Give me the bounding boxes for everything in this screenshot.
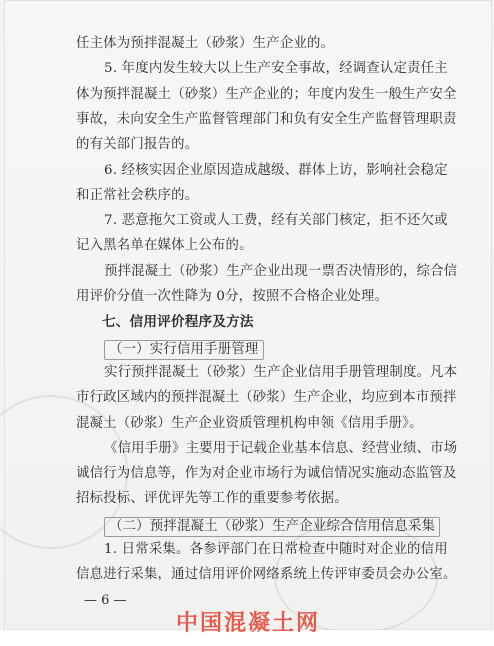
line-9: 记入黑名单在媒体上公布的。 xyxy=(76,238,253,253)
line-2: 5. 年度内发生较大以上生产安全事故，经调查认定责任主 xyxy=(104,61,448,76)
page-number: — 6 — xyxy=(84,593,127,608)
line-6: 6. 经核实因企业原因造成越级、群体上访，影响社会稳定 xyxy=(104,163,448,178)
subsection-heading-1: （一）实行信用手册管理 xyxy=(104,340,264,360)
line-11: 用评价分值一次性降为 0分，按照不合格企业处理。 xyxy=(76,289,389,304)
line-7: 和正常社会秩序的。 xyxy=(76,188,199,203)
line-3: 体为预拌混凝土（砂浆）生产企业的；年度内发生一般生产安全 xyxy=(76,87,457,102)
line-19: 招标投标、评优评先等工作的重要参考依据。 xyxy=(76,491,348,506)
line-18: 诚信行为信息等，作为对企业市场行为诚信情况实施动态监管及 xyxy=(76,466,457,481)
line-10: 预拌混凝土（砂浆）生产企业出现一票否决情形的，综合信 xyxy=(104,264,458,279)
line-15: 市行政区域内的预拌混凝土（砂浆）生产企业，均应到本市预拌 xyxy=(76,390,457,405)
line-1: 任主体为预拌混凝土（砂浆）生产企业的。 xyxy=(76,36,335,51)
site-watermark-logo: 中国混凝土网 xyxy=(176,611,321,636)
line-14: 实行预拌混凝土（砂浆）生产企业信用手册管理制度。凡本 xyxy=(104,365,458,380)
line-22: 信息进行采集，通过信用评价网络系统上传评审委员会办公室。 xyxy=(76,567,457,582)
line-4: 事故，未向安全生产监督管理部门和负有安全生产监督管理职责 xyxy=(76,112,457,127)
line-5: 的有关部门报告的。 xyxy=(76,137,199,152)
subsection-heading-2: （二）预拌混凝土（砂浆）生产企业综合信用信息采集 xyxy=(104,517,440,537)
section-heading-7: 七、信用评价程序及方法 xyxy=(102,314,254,330)
line-21: 1. 日常采集。各参评部门在日常检查中随时对企业的信用 xyxy=(104,542,448,557)
line-17: 《信用手册》主要用于记载企业基本信息、经营业绩、市场 xyxy=(104,441,458,456)
line-8: 7. 恶意拖欠工资或人工费，经有关部门核定，拒不还欠或 xyxy=(104,213,448,228)
line-16: 混凝土（砂浆）生产企业资质管理机构申领《信用手册》。 xyxy=(76,416,423,431)
